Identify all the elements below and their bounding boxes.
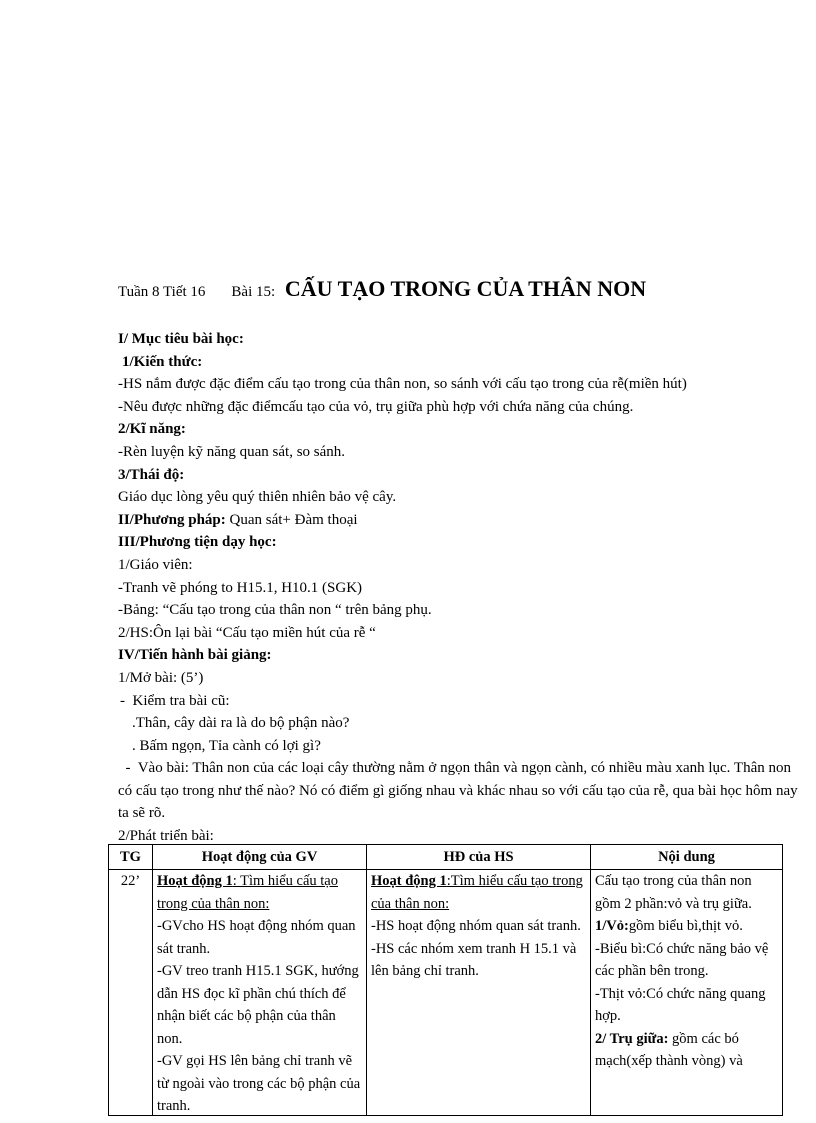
teacher-item: -Tranh vẽ phóng to H15.1, H10.1 (SGK) [118,579,363,596]
attitude-item: Giáo dục lòng yêu quý thiên nhiên bảo vệ cây. [118,489,397,506]
question-item: .Thân, cây dài ra là do bộ phận nào? [132,715,350,732]
method-label: II/Phương pháp: [118,511,226,528]
header-gv-activity: Hoạt động của GV [153,845,367,870]
cell-tg [109,870,153,1116]
content-core [595,1028,778,1073]
gv-activity-label: Hoạt động 1 [157,873,233,889]
gv-activity-text: : Tìm hiểu cấu tạo trong của thân non: [157,873,338,912]
teacher-item: -Bảng: “Cấu tạo trong của thân non “ trên bảng phụ. [118,602,432,619]
method-line [118,509,798,532]
cell-content [591,870,783,1116]
intro-label: 1/Mở bài: (5’) [118,669,204,686]
time-value: 22’ [120,873,141,889]
lesson-number: Bài 15: [231,284,276,300]
means-heading: III/Phương tiện dạy học: [118,534,277,551]
content-core-text: gồm các bó mạch(xếp thành vòng) và [595,1030,743,1069]
content-item: -Biểu bì:Có chức năng bảo vệ các phần bên trong. [595,940,769,979]
teacher-label: 1/Giáo viên: [118,556,193,573]
content-shell [595,915,778,938]
hs-activity-label: Hoạt động 1 [371,873,447,889]
skills-heading: 2/Kĩ năng: [118,421,186,438]
content-item: -Thịt vỏ:Có chức năng quang hợp. [595,985,766,1024]
cell-gv-activity [153,870,367,1116]
header-tg: TG [109,845,153,870]
header-hs-activity: HĐ của HS [367,845,591,870]
header-content: Nội dung [591,845,783,870]
objectives-heading: I/ Mục tiêu bài học: [118,331,244,347]
content-shell-text: gồm biểu bì,thịt vỏ. [628,918,743,934]
hs-activity-text: :Tìm hiểu cấu tạo trong của thân non: [371,873,583,912]
knowledge-heading: 1/Kiến thức: [122,353,203,370]
lesson-header [118,276,646,302]
hs-item: -HS các nhóm xem tranh H 15.1 và lên bảng chỉ tranh. [371,940,577,979]
hs-activity-title [371,870,586,915]
week-period: Tuần 8 Tiết 16 [118,284,206,300]
intro-paragraph: - Vào bài: Thân non của các loại cây thường nằm ở ngọn thân và ngọn cành, có nhiều màu xanh lục. Thân non có cấu tạo trong như thế nào? Nó có điểm gì giống nhau và khác nhau so với cấu tạo của rễ, qua bài học hôm nay ta sẽ rõ. [118,760,802,822]
gv-item: -GV treo tranh H15.1 SGK, hướng dẫn HS đọc kĩ phần chú thích để nhận biết các bộ phận của thân non. [157,963,359,1047]
content-intro: Cấu tạo trong của thân non gồm 2 phần:vỏ và trụ giữa. [595,873,752,912]
attitude-heading: 3/Thái độ: [118,466,185,483]
method-value: Quan sát+ Đàm thoại [225,511,358,528]
content-core-label: 2/ Trụ giữa: [595,1030,669,1047]
check-label: - Kiểm tra bài cũ: [120,692,230,709]
table-row [109,870,783,1116]
cell-hs-activity [367,870,591,1116]
knowledge-item: -HS nắm được đặc điểm cấu tạo trong của thân non, so sánh với cấu tạo trong của rễ(miền hút) [118,376,687,393]
hs-item: -HS hoạt động nhóm quan sát tranh. [371,918,581,934]
table-header-row [109,845,783,870]
knowledge-item: -Nêu được những đặc điểmcấu tạo của vỏ, trụ giữa phù hợp với chứa năng của chúng. [118,398,634,415]
question-item: . Bấm ngọn, Tỉa cành có lợi gì? [132,737,321,754]
develop-label: 2/Phát triển bài: [118,828,214,845]
procedure-heading: IV/Tiến hành bài giảng: [118,647,272,664]
student-item: 2/HS:Ôn lại bài “Cấu tạo miền hút của rễ “ [118,624,376,641]
skills-item: -Rèn luyện kỹ năng quan sát, so sánh. [118,443,346,460]
gv-activity-title [157,870,362,915]
gv-item: -GVcho HS hoạt động nhóm quan sát tranh. [157,918,356,957]
lesson-title: CẤU TẠO TRONG CỦA THÂN NON [284,276,647,301]
content-shell-label: 1/Vỏ: [595,918,629,934]
lesson-plan-table [108,844,783,1116]
gv-item: -GV gọi HS lên bảng chỉ tranh vẽ từ ngoài vào trong các bộ phận của tranh. [157,1053,361,1114]
lesson-body [118,328,802,848]
